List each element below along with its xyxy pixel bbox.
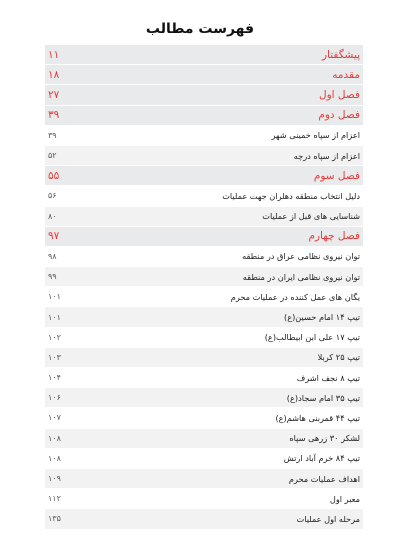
toc-entry-title: توان نیروی نظامی عراق در منطقه (242, 251, 360, 262)
toc-entry-title: تیپ ۱۴ امام حسین(ع) (284, 312, 360, 323)
toc-entry-row[interactable] (45, 307, 363, 327)
toc-page-number: ۱۳۵ (48, 514, 61, 524)
toc-page-number: ۱۰۸ (48, 453, 61, 463)
toc-page-number: ۵۲ (48, 151, 57, 161)
toc-entry-row[interactable] (45, 489, 363, 509)
toc-list (45, 45, 363, 530)
toc-page-number: ۱۰۴ (48, 373, 61, 383)
toc-chapter-row[interactable] (45, 45, 363, 65)
toc-page-number: ۱۱ (48, 48, 60, 61)
toc-entry-row[interactable] (45, 267, 363, 287)
toc-title: فهرست مطالب (145, 21, 255, 37)
toc-entry-title: اعزام از سپاه درچه (293, 150, 360, 161)
toc-page-number: ۳۹ (48, 130, 57, 140)
toc-chapter-row[interactable] (45, 65, 363, 85)
toc-entry-row[interactable] (45, 328, 363, 348)
toc-page-number: ۸۰ (48, 211, 57, 221)
toc-chapter-row[interactable] (45, 227, 363, 247)
toc-entry-row[interactable] (45, 146, 363, 166)
toc-entry-row[interactable] (45, 207, 363, 227)
toc-chapter-row[interactable] (45, 85, 363, 105)
toc-page-number: ۱۰۹ (48, 474, 61, 484)
toc-entry-row[interactable] (45, 348, 363, 368)
toc-entry-title: مرحله اول عملیات (296, 513, 360, 524)
toc-page-number: ۳۹ (48, 109, 60, 122)
toc-entry-title: تیپ ۴۴ قمربنی هاشم(ع) (275, 412, 360, 423)
toc-entry-title: دلیل انتخاب منطقه دهلران جهت عملیات (222, 190, 360, 201)
toc-entry-title: مقدمه (332, 68, 360, 81)
toc-page-number: ۱۰۶ (48, 393, 61, 403)
toc-entry-title: شناسایی های قبل از عملیات (262, 211, 360, 222)
toc-entry-title: توان نیروی نظامی ایران در منطقه (242, 271, 360, 282)
toc-entry-title: تیپ ۳۵ امام سجاد(ع) (286, 392, 360, 403)
toc-chapter-row[interactable] (45, 106, 363, 126)
toc-entry-title: تیپ ۲۵ کربلا (317, 352, 360, 363)
toc-page-number: ۵۶ (48, 191, 57, 201)
toc-page-number: ۱۰۱ (48, 292, 61, 302)
toc-page-number: ۱۸ (48, 68, 60, 81)
toc-page-number: ۱۰۱ (48, 312, 61, 322)
toc-page-number: ۹۹ (48, 272, 57, 282)
toc-page-number: ۱۰۲ (48, 332, 61, 342)
toc-entry-row[interactable] (45, 429, 363, 449)
toc-entry-row[interactable] (45, 408, 363, 428)
toc-entry-title: فصل سوم (313, 169, 360, 182)
toc-entry-title: یگان های عمل کننده در عملیات محرم (230, 291, 360, 302)
toc-entry-row[interactable] (45, 287, 363, 307)
toc-page-number: ۵۵ (48, 169, 60, 182)
toc-page-number: ۱۰۳ (48, 352, 61, 362)
toc-entry-row[interactable] (45, 368, 363, 388)
toc-page-number: ۱۰۷ (48, 413, 61, 423)
toc-entry-title: تیپ ۱۷ علی ابن ابیطالب(ع) (264, 332, 360, 343)
toc-entry-title: فصل اول (318, 88, 360, 101)
toc-chapter-row[interactable] (45, 166, 363, 186)
toc-entry-row[interactable] (45, 469, 363, 489)
toc-entry-title: اعزام از سپاه خمینی شهر (271, 130, 360, 141)
toc-entry-row[interactable] (45, 186, 363, 206)
toc-entry-row[interactable] (45, 247, 363, 267)
toc-entry-title: تیپ ۸۴ خرم آباد ارتش (283, 453, 360, 464)
toc-page-number: ۱۱۲ (48, 494, 61, 504)
toc-entry-title: فصل دوم (318, 109, 360, 122)
toc-entry-title: لشکر ۳۰ زرهی سپاه (289, 433, 360, 444)
toc-entry-title: فصل چهارم (308, 230, 360, 243)
toc-entry-title: اهداف عملیات محرم (288, 473, 360, 484)
toc-entry-title: معبر اول (329, 493, 360, 504)
toc-page-number: ۹۷ (48, 230, 60, 243)
toc-entry-row[interactable] (45, 449, 363, 469)
toc-entry-title: تیپ ۸ نجف اشرف (296, 372, 360, 383)
toc-page-number: ۹۸ (48, 251, 57, 261)
toc-page-number: ۲۷ (48, 88, 60, 101)
toc-entry-row[interactable] (45, 388, 363, 408)
toc-entry-title: پیشگفتار (321, 48, 360, 61)
toc-entry-row[interactable] (45, 509, 363, 529)
toc-page-number: ۱۰۸ (48, 433, 61, 443)
toc-entry-row[interactable] (45, 126, 363, 146)
